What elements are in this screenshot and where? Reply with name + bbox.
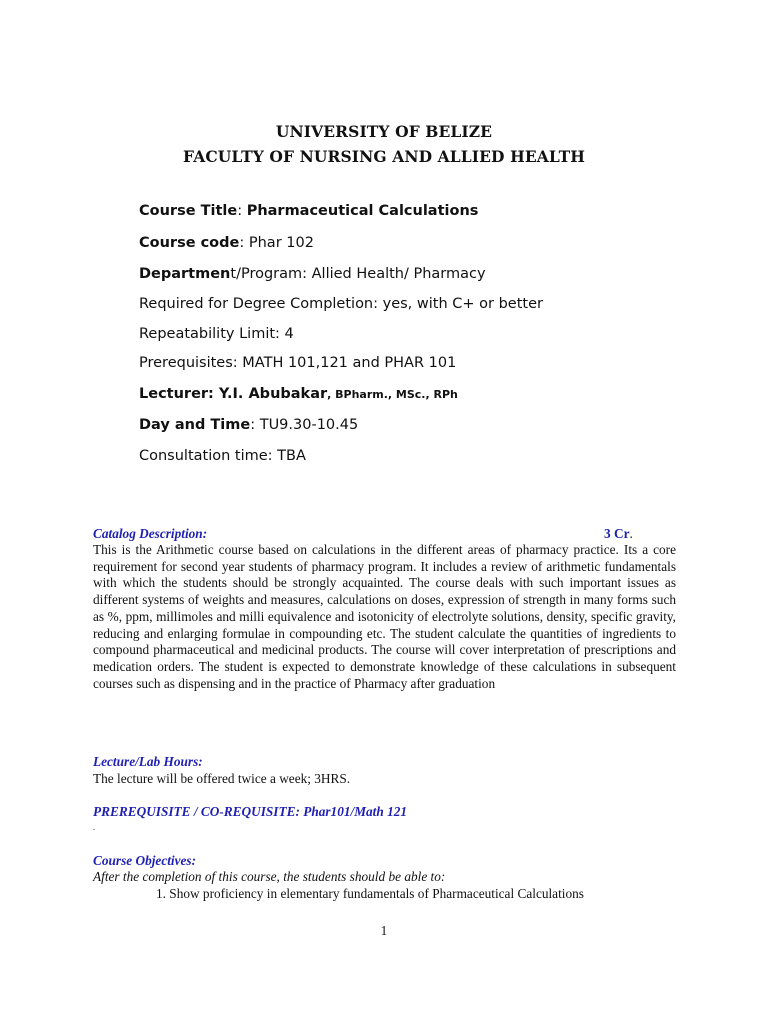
objectives-intro: After the completion of this course, the students should be able to: <box>93 869 446 884</box>
lecturer-credentials: , BPharm., MSc., RPh <box>327 388 458 401</box>
day-time-line <box>139 417 358 433</box>
course-title-colon: : <box>237 203 247 219</box>
objective-item-1: 1. Show proficiency in elementary fundamentals of Pharmaceutical Calculations <box>156 886 584 901</box>
objectives-heading: Course Objectives: <box>93 853 197 868</box>
required-line: Required for Degree Completion: yes, with C+ or better <box>139 296 543 312</box>
lecture-lab-text: The lecture will be offered twice a week; 3HRS. <box>93 771 351 786</box>
day-time-value: : TU9.30-10.45 <box>250 417 359 433</box>
repeatability-line: Repeatability Limit: 4 <box>139 326 294 342</box>
course-code-value: : Phar 102 <box>239 235 314 251</box>
prereq-dot: . <box>93 823 95 832</box>
lecturer-line <box>139 386 458 402</box>
page-number: 1 <box>380 923 388 938</box>
course-code-line <box>139 235 314 251</box>
credits-period: . <box>629 526 633 541</box>
lecture-lab-heading: Lecture/Lab Hours: <box>93 754 203 769</box>
course-title-value: Pharmaceutical Calculations <box>246 203 479 219</box>
catalog-description-text: This is the Arithmetic course based on calculations in the different areas of pharmacy practice. Its a core requirement for second year students of pharmacy program. It includes a review of arithmetic fundamentals with which the students should be strongly acquainted. The course deals with such important issues as different systems of weights and measures, calculations on doses, expression of strength in many forms such as %, ppm, millimoles and milli equivalence and isotonicity of electrolyte solutions, density, specific gravity, reducing and enlarging formulae in compounding etc. The student calculate the quantities of ingredients to compound pharmaceutical and medicinal products. The course will cover interpretation of prescriptions and medication orders. The student is expected to demonstrate knowledge of these calculations in subsequent courses such as dispensing and in the practice of Pharmacy after graduation <box>93 542 676 691</box>
course-title-label: Course Title <box>139 203 238 219</box>
university-title: UNIVERSITY OF BELIZE <box>275 122 493 141</box>
consultation-line: Consultation time: TBA <box>139 448 306 464</box>
department-value: t/Program: Allied Health/ Pharmacy <box>230 266 486 282</box>
prerequisites-line: Prerequisites: MATH 101,121 and PHAR 101 <box>139 355 457 371</box>
day-time-label: Day and Time <box>139 417 251 433</box>
credits-value: 3 Cr <box>604 526 630 541</box>
course-code-label: Course code <box>139 235 240 251</box>
course-title-line <box>139 203 478 219</box>
catalog-heading: Catalog Description: <box>93 526 208 541</box>
faculty-title: FACULTY OF NURSING AND ALLIED HEALTH <box>183 147 585 166</box>
catalog-credits <box>604 526 633 542</box>
lecturer-label: Lecturer: Y.I. Abubakar <box>139 386 328 402</box>
prereq-coreq-heading: PREREQUISITE / CO-REQUISITE: Phar101/Math 121 <box>93 804 408 819</box>
department-line <box>139 266 486 282</box>
department-label: Departmen <box>139 266 231 282</box>
